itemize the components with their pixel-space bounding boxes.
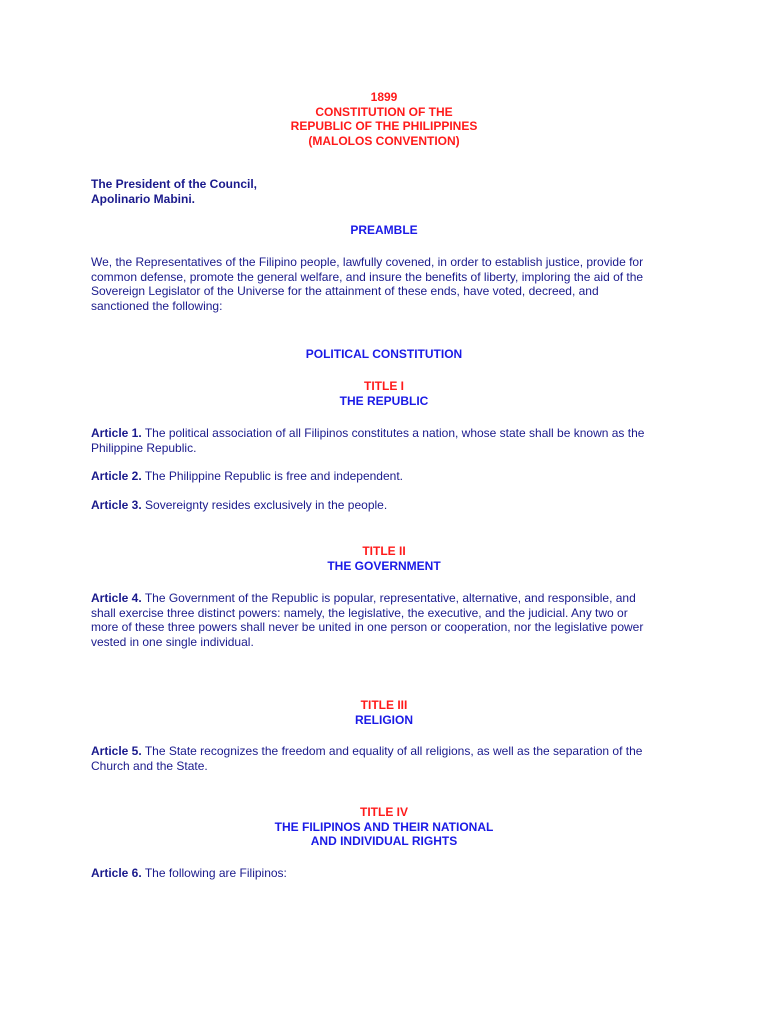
preamble-text [91, 255, 681, 313]
title-4-name-line-1: THE FILIPINOS AND THEIR NATIONAL [274, 819, 494, 834]
preamble-line-2: common defense, promote the general welfare, and insure the benefits of liberty, imploring the aid of the [91, 269, 644, 284]
article-2-label: Article 2. [91, 469, 142, 483]
title-4-number: TITLE IV [360, 805, 408, 819]
preamble-line-1: We, the Representatives of the Filipino people, lawfully covened, in order to establish justice, provide for [91, 255, 644, 269]
article-2 [91, 469, 681, 484]
article-4-line-1: The Government of the Republic is popular, representative, alternative, and responsible, and [141, 591, 636, 605]
title-1-number: TITLE I [364, 379, 404, 393]
document-header [0, 90, 768, 148]
title-3-name: RELIGION [354, 712, 413, 727]
article-1 [91, 426, 681, 455]
article-1-line-2: Philippine Republic. [91, 440, 197, 455]
title-1-heading [0, 379, 768, 408]
article-4-line-3: more of these three powers shall never be united in one person or cooperation, nor the legislative power [91, 620, 644, 635]
article-2-text: The Philippine Republic is free and independent. [141, 469, 403, 483]
article-4 [91, 591, 681, 649]
title-4-heading [0, 805, 768, 849]
title-1-name: THE REPUBLIC [339, 393, 429, 408]
title-3-heading [0, 698, 768, 727]
article-6-label: Article 6. [91, 866, 142, 880]
preamble-heading-text: PREAMBLE [350, 223, 418, 237]
header-line-1: CONSTITUTION OF THE [315, 104, 453, 119]
article-4-line-2: shall exercise three distinct powers: namely, the legislative, the executive, and the judicial. Any two or [91, 605, 628, 620]
article-6 [91, 866, 681, 881]
article-3 [91, 498, 681, 513]
title-3-number: TITLE III [360, 698, 408, 712]
header-line-2: REPUBLIC OF THE PHILIPPINES [290, 119, 478, 134]
article-4-line-4: vested in one single individual. [91, 634, 254, 649]
article-1-line-1: The political association of all Filipinos constitutes a nation, whose state shall be known as the [141, 426, 645, 440]
article-5-label: Article 5. [91, 744, 142, 758]
signatory-line-1: The President of the Council, [91, 177, 258, 191]
header-year: 1899 [370, 90, 398, 104]
title-2-heading [0, 544, 768, 573]
article-5-line-1: The State recognizes the freedom and equality of all religions, as well as the separation of the [141, 744, 643, 758]
header-line-3: (MALOLOS CONVENTION) [308, 133, 460, 148]
article-3-text: Sovereignty resides exclusively in the people. [141, 498, 388, 512]
signatory-line-2: Apolinario Mabini. [91, 191, 195, 206]
title-2-name: THE GOVERNMENT [327, 558, 441, 573]
preamble-line-4: sanctioned the following: [91, 298, 223, 313]
signatory [91, 177, 681, 206]
title-4-name-line-2: AND INDIVIDUAL RIGHTS [310, 834, 458, 849]
preamble-line-3: Sovereign Legislator of the Universe for the attainment of these ends, have voted, decreed, and [91, 284, 599, 299]
title-2-number: TITLE II [362, 544, 406, 558]
political-constitution-text: POLITICAL CONSTITUTION [305, 347, 463, 361]
article-6-text: The following are Filipinos: [141, 866, 287, 880]
article-5-line-2: Church and the State. [91, 758, 208, 773]
article-4-label: Article 4. [91, 591, 142, 605]
article-1-label: Article 1. [91, 426, 142, 440]
political-constitution-heading [0, 347, 768, 362]
article-5 [91, 744, 681, 773]
article-3-label: Article 3. [91, 498, 142, 512]
preamble-heading [0, 223, 768, 238]
